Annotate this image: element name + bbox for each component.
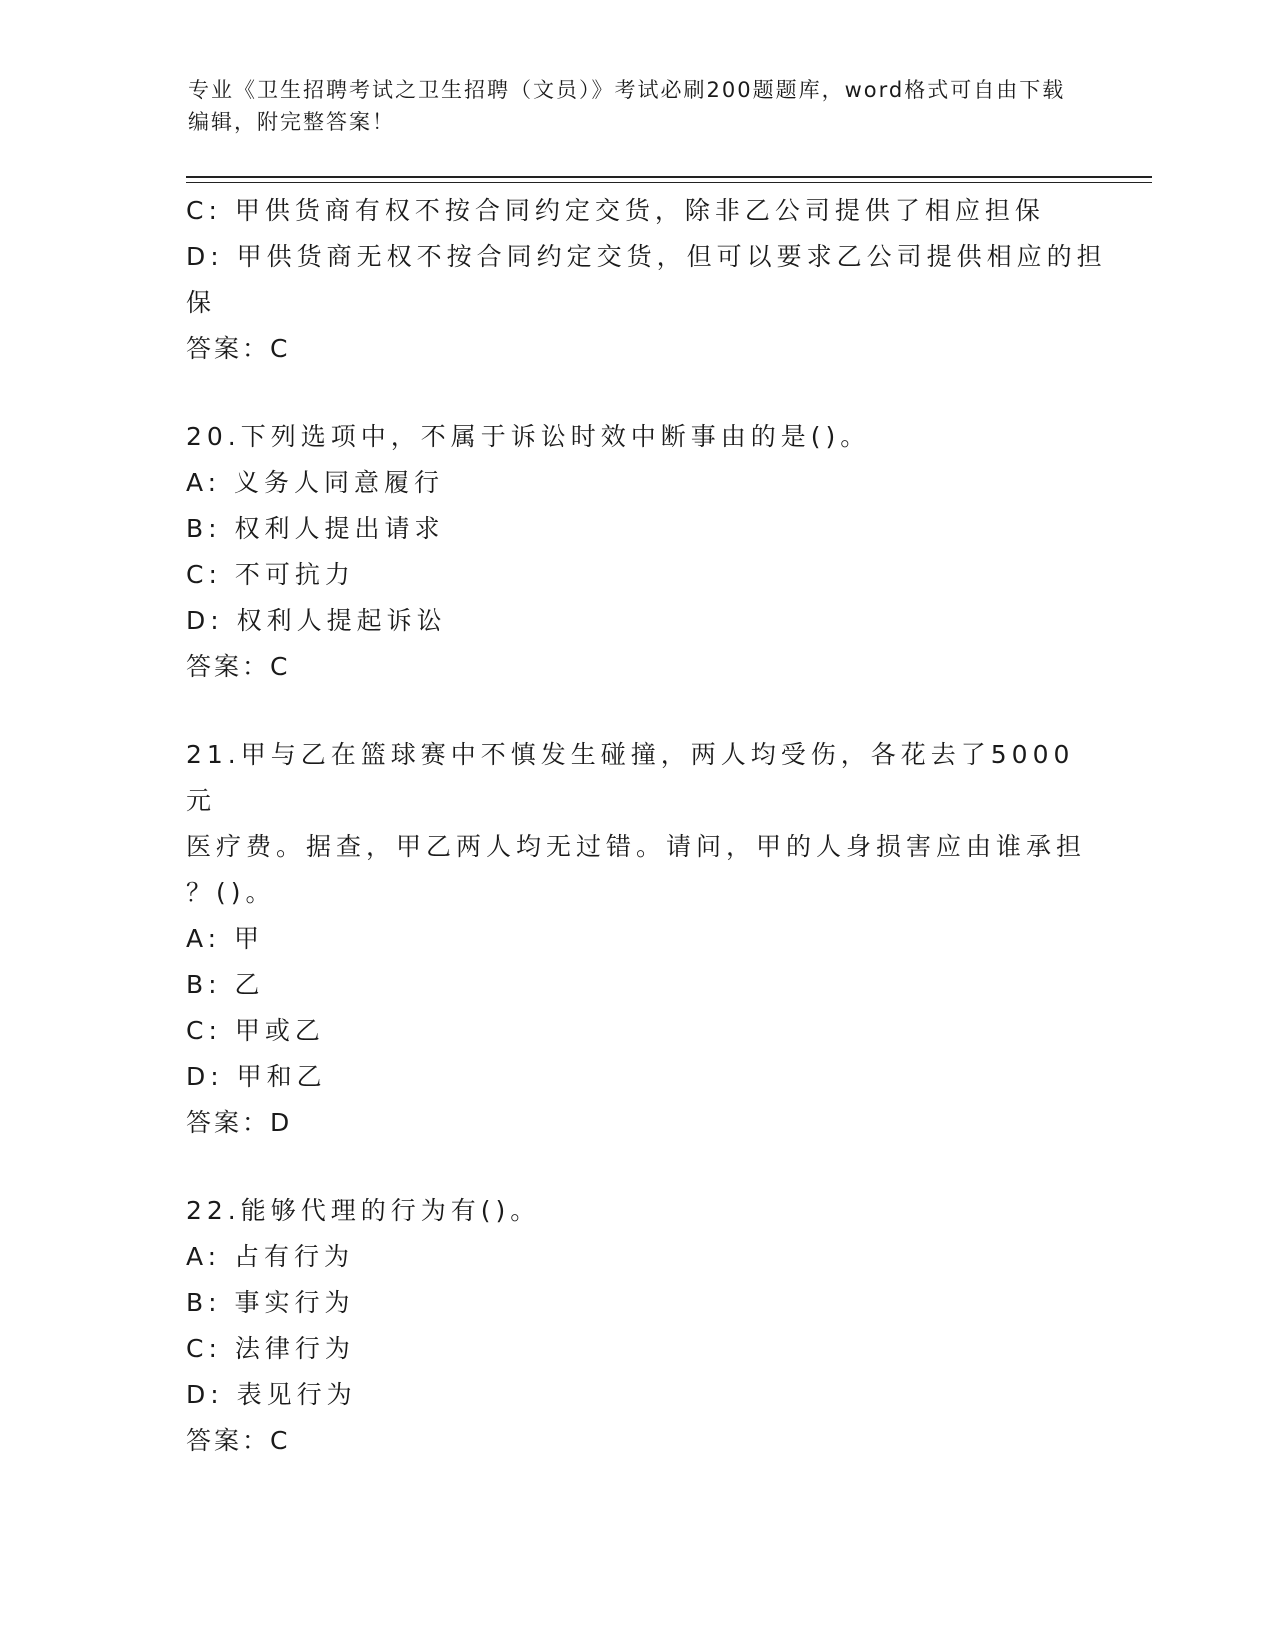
option-c: C: 法律行为 [186,1334,355,1363]
option-b: B: 事实行为 [186,1288,355,1317]
document-header [188,74,1068,138]
option-c: C: 不可抗力 [186,560,355,589]
answer: 答案：C [186,334,291,363]
document-body [186,188,1107,1464]
question-21 [186,732,1086,1146]
option-d: D: 权利人提起诉讼 [186,606,447,635]
answer: 答案：C [186,652,291,681]
option-d: D: 表见行为 [186,1380,357,1409]
answer: 答案：D [186,1108,293,1137]
option-d-line2: 保 [186,288,217,317]
question-fragment [186,188,1107,372]
option-c: C: 甲供货商有权不按合同约定交货，除非乙公司提供了相应担保 [186,196,1045,225]
question-text: 20.下列选项中，不属于诉讼时效中断事由的是()。 [186,422,871,451]
answer: 答案：C [186,1426,291,1455]
question-20 [186,414,1086,690]
option-a: A: 义务人同意履行 [186,468,445,497]
option-b: B: 乙 [186,970,265,999]
question-text-line1: 21.甲与乙在篮球赛中不慎发生碰撞，两人均受伤，各花去了5000元 [186,740,1075,815]
option-a: A: 占有行为 [186,1242,355,1271]
header-title: 专业《卫生招聘考试之卫生招聘（文员）》考试必刷200题题库，word格式可自由下载编辑，附完整答案！ [188,78,1066,134]
question-text-line2: 医疗费。据查，甲乙两人均无过错。请问，甲的人身损害应由谁承担 [186,832,1087,861]
option-b: B: 权利人提出请求 [186,514,445,543]
option-a: A: 甲 [186,924,265,953]
header-divider-thin [186,182,1152,183]
header-divider-thick [186,176,1152,178]
option-d: D: 甲和乙 [186,1062,327,1091]
option-d-line1: D: 甲供货商无权不按合同约定交货，但可以要求乙公司提供相应的担 [186,242,1107,271]
question-22 [186,1188,1086,1464]
option-c: C: 甲或乙 [186,1016,325,1045]
question-text-line3: ？()。 [186,878,276,907]
question-text: 22.能够代理的行为有()。 [186,1196,541,1225]
